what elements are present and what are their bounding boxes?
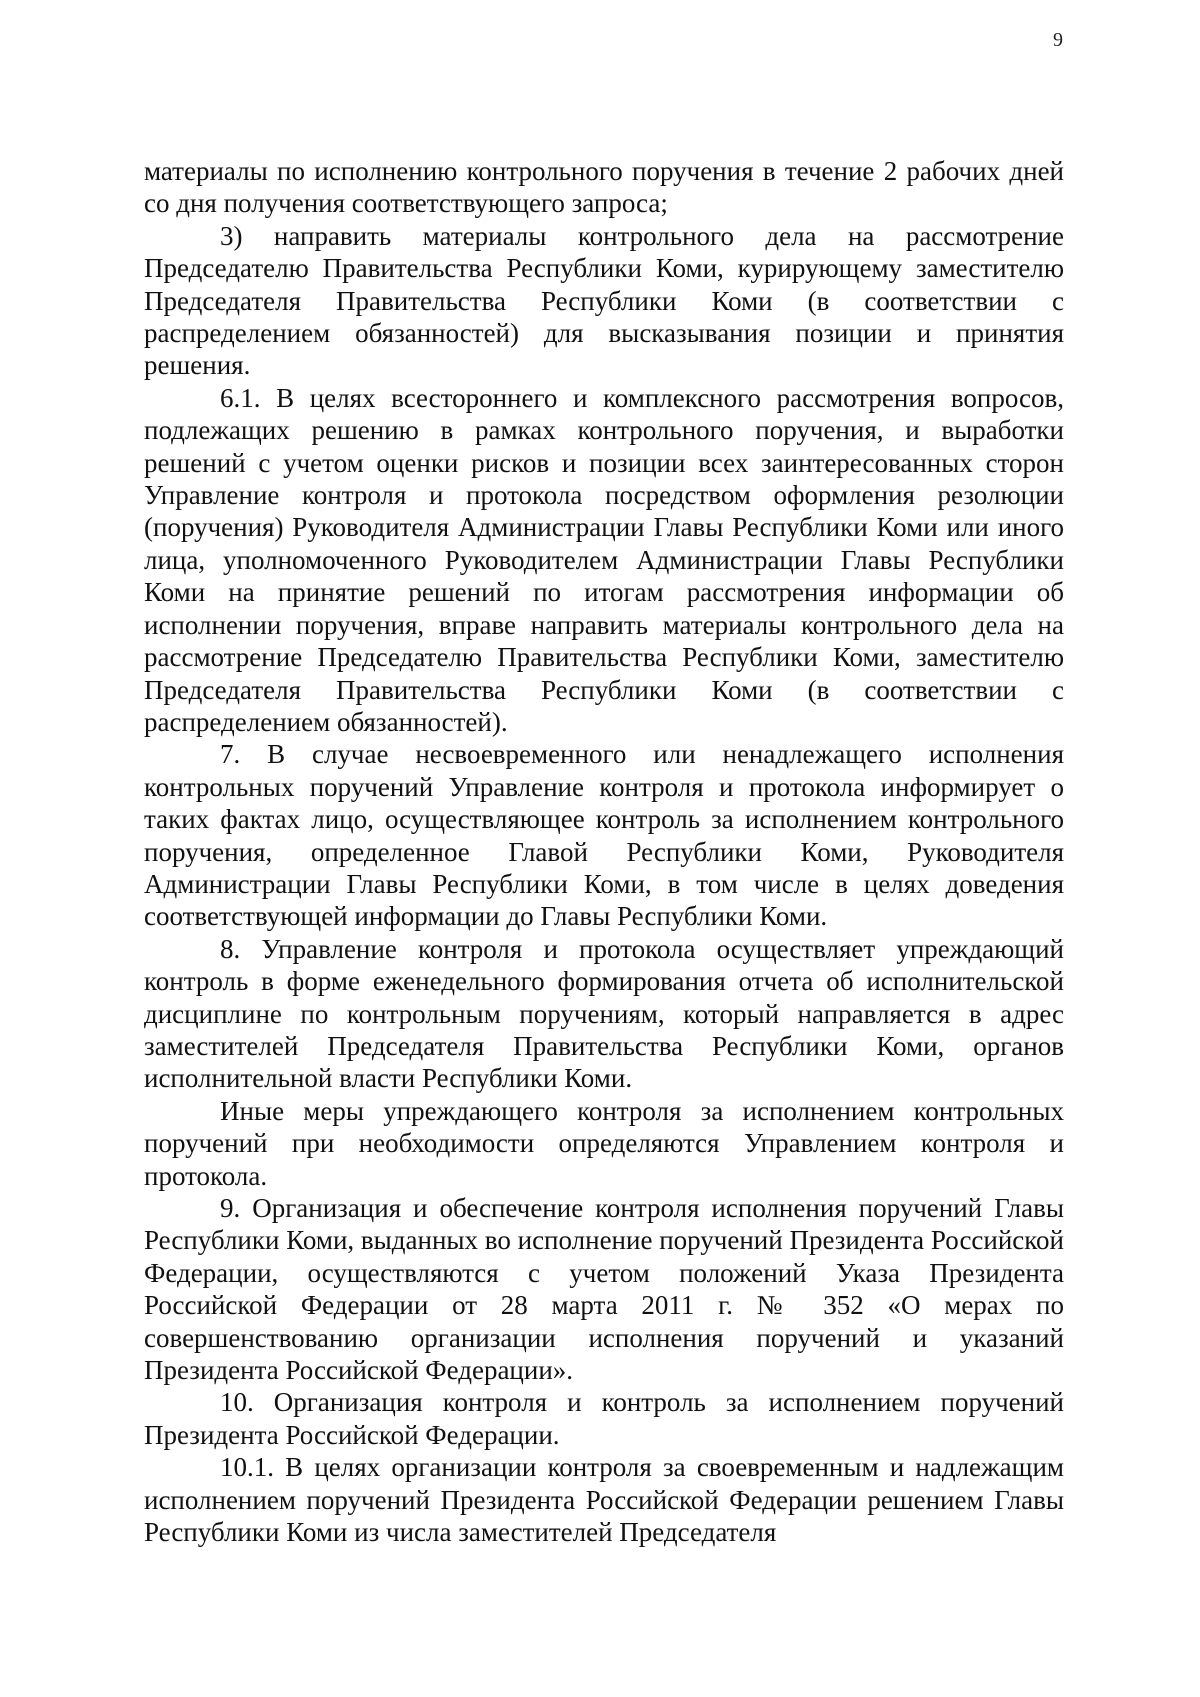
paragraph-item-3: 3) направить материалы контрольного дела на рассмотрение Председателю Правительства Республики Коми, курирующему заместителю Председателя Правительства Республики Коми (в соответствии с распределением обязанностей) для высказывания позиции и принятия решения. xyxy=(144,220,1064,381)
paragraph-9: 9. Организация и обеспечение контроля исполнения поручений Главы Республики Коми, выданных во исполнение поручений Президента Российской Федерации, осуществляются с учетом положений Указа Президента Российской Федерации от 28 марта 2011 г. № 352 «О мерах по совершенствованию организации исполнения поручений и указаний Президента Российской Федерации». xyxy=(144,1193,1064,1386)
paragraph-8: 8. Управление контроля и протокола осуществляет упреждающий контроль в форме еженедельного формирования отчета об исполнительской дисциплине по контрольным поручениям, который направляется в адрес заместителей Председателя Правительства Республики Коми, органов исполнительной власти Республики Коми. xyxy=(144,933,1064,1094)
page-number: 9 xyxy=(1053,29,1063,51)
paragraph-10-1: 10.1. В целях организации контроля за своевременным и надлежащим исполнением поручений Президента Российской Федерации решением Главы Республики Коми из числа заместителей Председателя xyxy=(144,1452,1064,1548)
paragraph-continuation: материалы по исполнению контрольного поручения в течение 2 рабочих дней со дня получения соответствующего запроса; xyxy=(144,156,1064,219)
paragraph-7: 7. В случае несвоевременного или ненадлежащего исполнения контрольных поручений Управление контроля и протокола информирует о таких фактах лицо, осуществляющее контроль за исполнением контрольного поручения, определенное Главой Республики Коми, Руководителя Администрации Главы Республики Коми, в том числе в целях доведения соответствующей информации до Главы Республики Коми. xyxy=(144,739,1064,932)
document-body xyxy=(144,155,1064,1548)
paragraph-10: 10. Организация контроля и контроль за исполнением поручений Президента Российской Федерации. xyxy=(144,1387,1064,1450)
paragraph-8-other-measures: Иные меры упреждающего контроля за исполнением контрольных поручений при необходимости определяются Управлением контроля и протокола. xyxy=(144,1095,1064,1191)
paragraph-6-1: 6.1. В целях всестороннего и комплексного рассмотрения вопросов, подлежащих решению в рамках контрольного поручения, и выработки решений с учетом оценки рисков и позиции всех заинтересованных сторон Управление контроля и протокола посредством оформления резолюции (поручения) Руководителя Администрации Главы Республики Коми или иного лица, уполномоченного Руководителем Администрации Главы Республики Коми на принятие решений по итогам рассмотрения информации об исполнении поручения, вправе направить материалы контрольного дела на рассмотрение Председателю Правительства Республики Коми, заместителю Председателя Правительства Республики Коми (в соответствии с распределением обязанностей). xyxy=(144,382,1064,737)
